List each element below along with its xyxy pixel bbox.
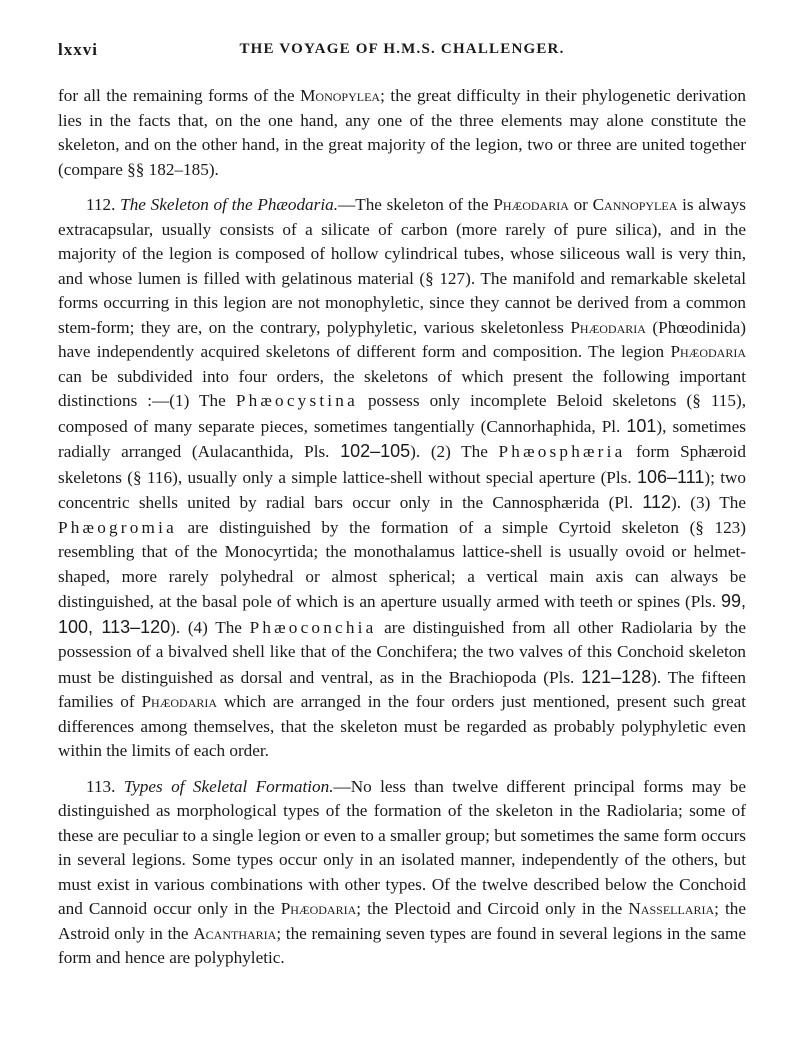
running-title: THE VOYAGE OF H.M.S. CHALLENGER. [239, 41, 565, 57]
paragraph-continuation [58, 84, 746, 182]
plate-reference: 121–128 [581, 666, 652, 687]
text-run: possess only incomplete Beloid skeletons (§ 115), composed of many separate pieces, sometimes tangentially (Cannorhaphida, Pl. [58, 391, 746, 436]
taxon-name: Phæodaria [141, 692, 218, 711]
taxon-name: Monopylea [300, 86, 381, 105]
text-run: ). (3) The [670, 493, 746, 512]
plate-reference: 101 [626, 415, 657, 436]
section-heading: Types of Skeletal Formation. [123, 776, 334, 796]
taxon-name: Phæodaria [570, 317, 646, 337]
text-run: or [568, 195, 593, 214]
plate-reference: 102–105 [340, 441, 411, 461]
text-run: (Phœodinida) have independently acquired skeletons of different form and composition. The legion [58, 317, 746, 361]
taxon-name: Phæodaria [280, 899, 357, 918]
order-name: Phæocystina [235, 391, 358, 410]
section-heading: The Skeleton of the Phæodaria. [120, 195, 339, 214]
text-run: form Sphæroid skeletons (§ 116), usually only a simple lattice-shell without special aperture (Pls. [58, 442, 746, 487]
order-name: Phæoconchia [249, 617, 377, 637]
section-number: 112. [86, 195, 116, 214]
taxon-name: Phæodaria [670, 342, 746, 361]
text-run: are distinguished by the formation of a simple Cyrtoid skeleton (§ 123) resembling that of the Monocyrtida; the monothalamus lattice-shell is usually ovoid or helmet-shaped, more rarely polyhedral or almost spherical; a vertical main axis can always be distinguished, at the basal pole of which is an aperture usually armed with teeth or spines (Pls. [58, 517, 746, 611]
order-name: Phæogromia [58, 517, 177, 537]
text-run: —The skeleton of the [338, 195, 494, 214]
plate-reference: 99, 100, 113–120 [58, 591, 746, 637]
text-run: for all the remaining forms of the [58, 86, 301, 105]
text-run: can be subdivided into four orders, the skeletons of which present the following important distinctions :—(1) The [58, 366, 746, 410]
text-run: —No less than twelve different principal forms may be distinguished as morphological types of the formation of the skeleton in the Radiolaria; some of these are peculiar to a single legion or even to a smaller group; but sometimes the same form occurs in several legions. Some types occur only in an isolated manner, independently of the others, but must exist in various combinations with other types. Of the twelve described below the Conchoid and Cannoid occur only in the [58, 776, 746, 918]
body-text [58, 84, 746, 971]
page-number: lxxvi [58, 40, 98, 59]
order-name: Phæosphæria [498, 442, 626, 461]
taxon-name: Acantharia [193, 923, 277, 943]
text-run: ). The fifteen families of [58, 667, 746, 711]
taxon-name: Phæodaria [493, 195, 569, 214]
text-run: ). (4) The [170, 617, 250, 637]
text-run: ; the remaining seven types are found in several legions in the same form and hence are polyphyletic. [58, 923, 746, 967]
plate-reference: 112 [642, 492, 671, 512]
text-run: ; the great difficulty in their phylogenetic derivation lies in the facts that, on the one hand, any one of the three elements may alone constitute the skeleton, and on the other hand, in the great majority of the legion, two or three are united together (compare §§ 182–185). [58, 86, 746, 179]
text-run: ), sometimes radially arranged (Aulacanthida, Pls. [58, 416, 746, 461]
text-run: is always extracapsular, usually consists of a silicate of carbon (more rarely of pure silica), and in the majority of the legion is composed of hollow cylindrical tubes, whose siliceous wall is very thin, and whose lumen is filled with gelatinous material (§ 127). The manifold and remarkable skeletal forms occurring in this legion are not monophyletic, since they cannot be derived from a common stem-form; they are, on the contrary, polyphyletic, various skeletonless [58, 195, 746, 337]
page [58, 40, 746, 971]
text-run: ). (2) The [410, 442, 499, 461]
taxon-name: Nassellaria [628, 899, 715, 918]
text-run: which are arranged in the four orders just mentioned, present such great differences among themselves, that the skeleton must be regarded as probably polyphyletic even within the limits of each order. [58, 692, 746, 760]
text-run: ); two concentric shells united by radial bars occur only in the Cannosphærida (Pl. [58, 467, 746, 512]
paragraph-112 [58, 193, 746, 764]
text-run: ; the Astroid only in the [58, 899, 747, 943]
running-head [58, 40, 746, 64]
paragraph-113 [58, 775, 746, 971]
text-run: are distinguished from all other Radiolaria by the possession of a bivalved shell like that of the Conchifera; the two valves of this Conchoid skeleton must be distinguished as dorsal and ventral, as in the Brachiopoda (Pls. [58, 617, 746, 687]
plate-reference: 106–111 [636, 466, 705, 487]
section-number: 113. [86, 776, 116, 796]
taxon-name: Cannopylea [592, 195, 678, 214]
text-run: ; the Plectoid and Circoid only in the [356, 899, 629, 918]
